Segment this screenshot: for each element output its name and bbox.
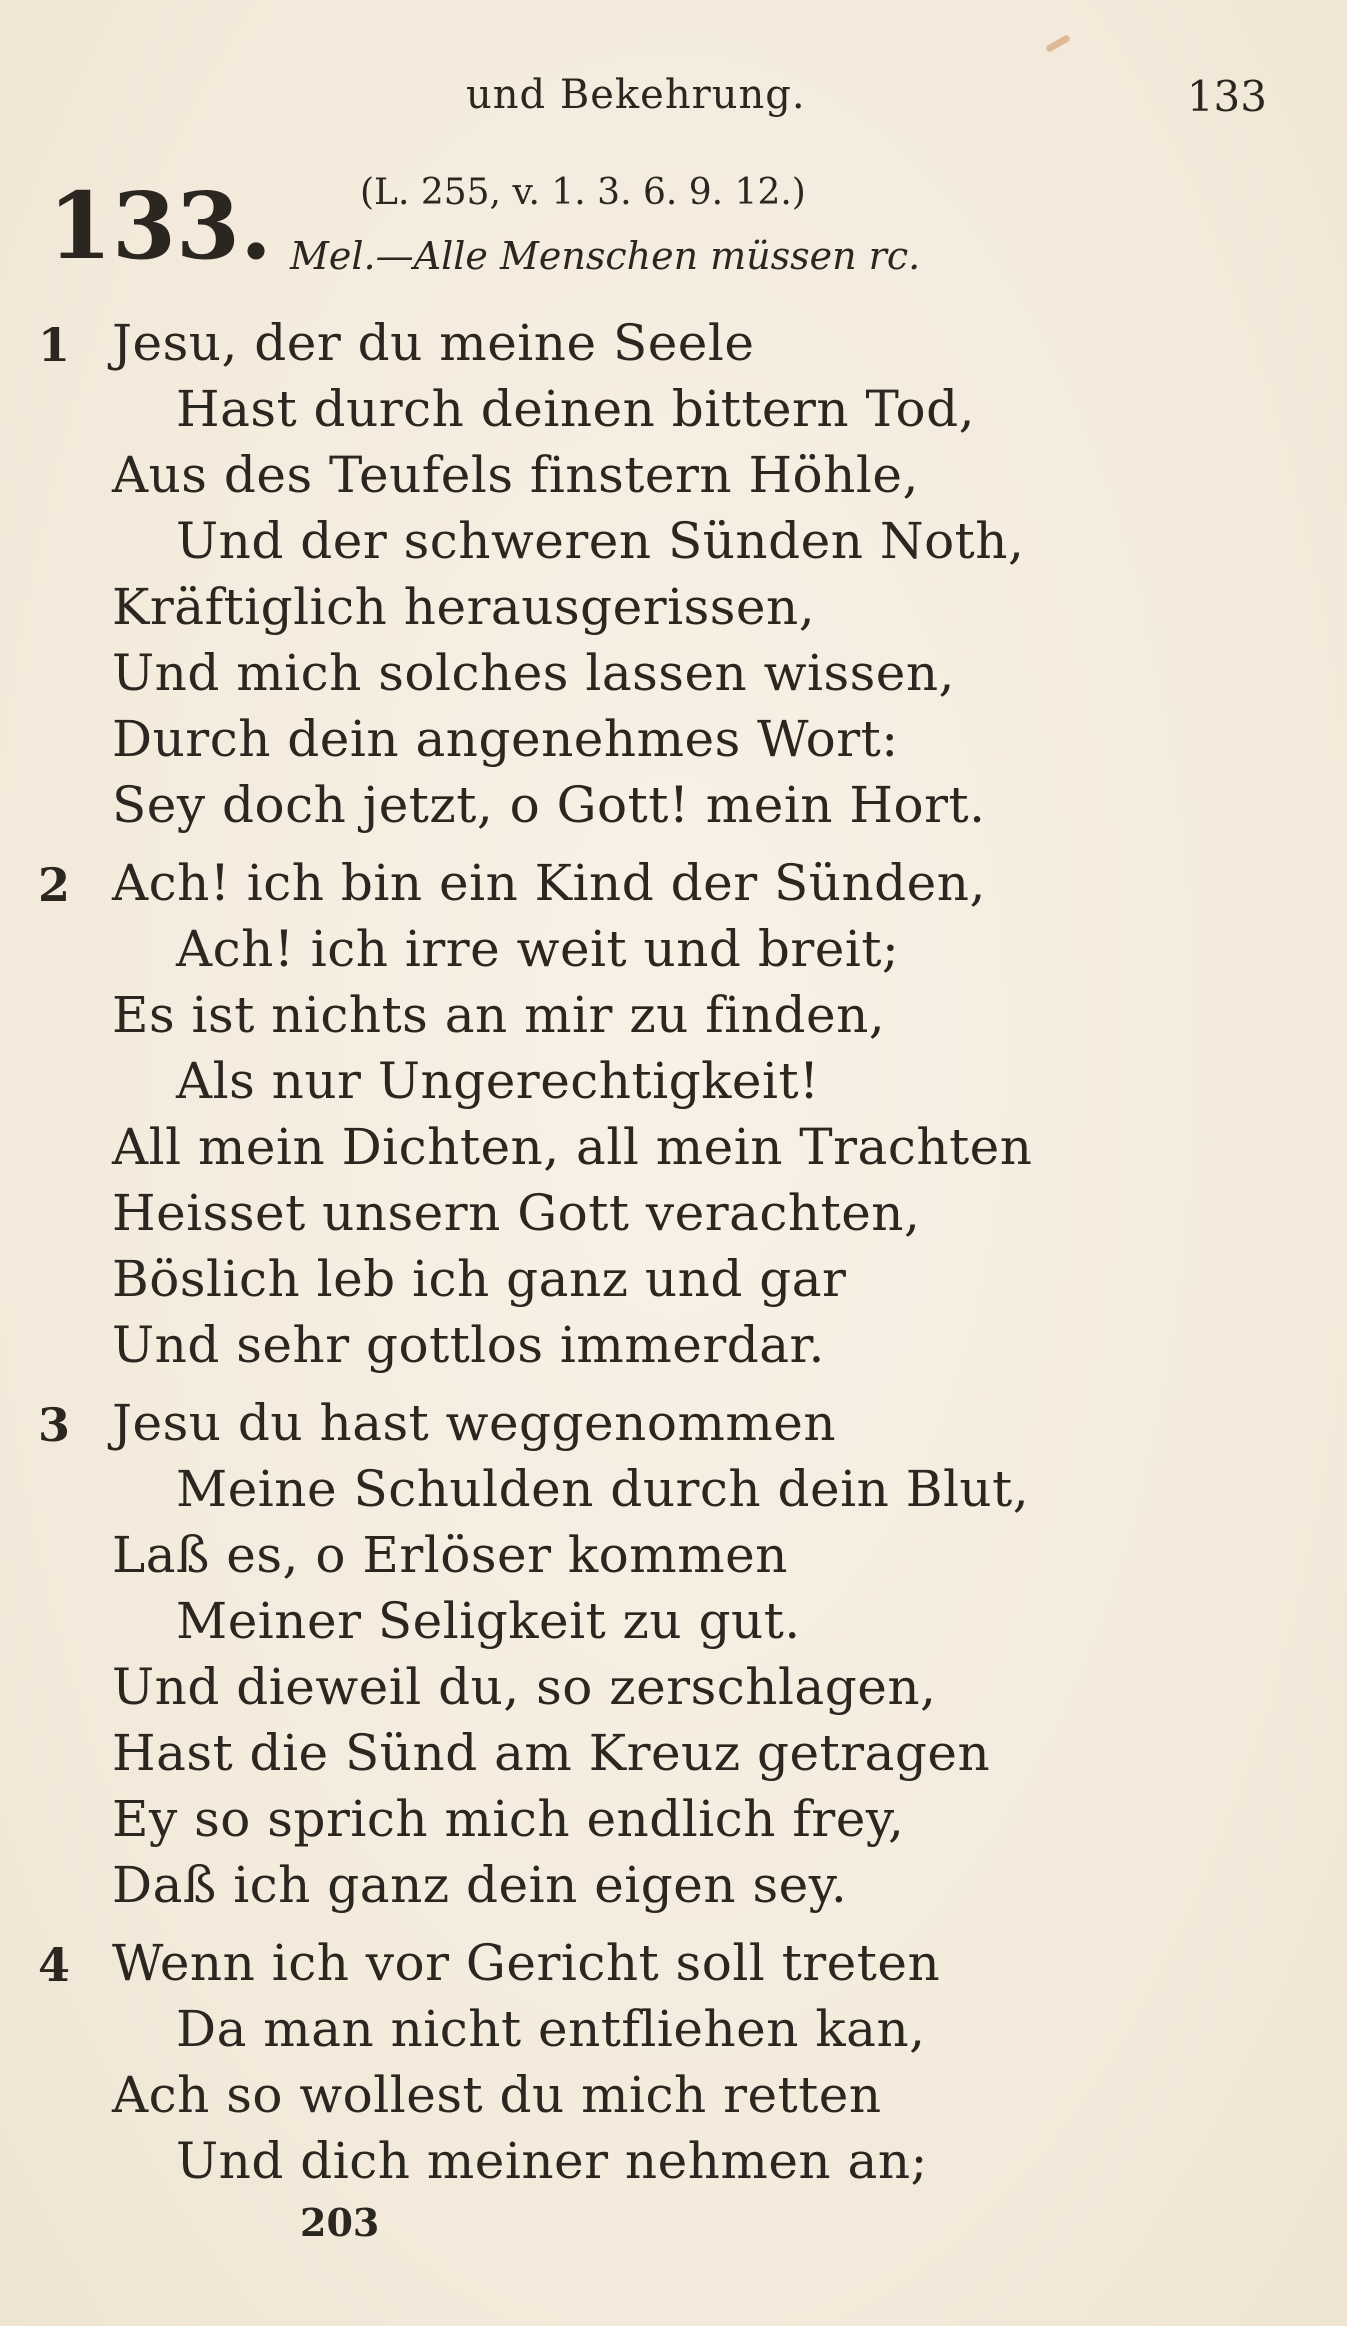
verse-line: Meiner Seligkeit zu gut. <box>176 1592 801 1650</box>
verse-line: Daß ich ganz dein eigen sey. <box>112 1856 848 1914</box>
hymn-melody: Mel.—Alle Menschen müssen rc. <box>290 234 921 278</box>
page-number: 133 <box>1186 72 1267 121</box>
verse-line: Ach! ich irre weit und breit; <box>176 920 900 978</box>
verse-line: All mein Dichten, all mein Trachten <box>112 1118 1033 1176</box>
hymn-reference: (L. 255, v. 1. 3. 6. 9. 12.) <box>360 172 806 213</box>
verse-number: 4 <box>38 1938 71 1992</box>
hymn-number: 133. <box>48 172 273 280</box>
verse-line: Durch dein angenehmes Wort: <box>112 710 899 768</box>
ink-smudge <box>1045 34 1071 53</box>
verse-line: Und mich solches lassen wissen, <box>112 644 955 702</box>
verse-line: Und dich meiner nehmen an; <box>176 2132 928 2190</box>
verse-line: Aus des Teufels finstern Höhle, <box>112 446 919 504</box>
verse-line: Hast durch deinen bittern Tod, <box>176 380 975 438</box>
verse-line: Jesu du hast weggenommen <box>112 1394 837 1452</box>
verse-number: 3 <box>38 1398 71 1452</box>
verse-line: Laß es, o Erlöser kommen <box>112 1526 788 1584</box>
verse-line: Da man nicht entfliehen kan, <box>176 2000 926 2058</box>
verse-line: Hast die Sünd am Kreuz getragen <box>112 1724 991 1782</box>
verse-line: Kräftiglich herausgerissen, <box>112 578 816 636</box>
verse-line: Ach! ich bin ein Kind der Sünden, <box>112 854 986 912</box>
verse-line: Wenn ich vor Gericht soll treten <box>112 1934 941 1992</box>
verse-line: Als nur Ungerechtigkeit! <box>176 1052 820 1110</box>
verse-line: Und dieweil du, so zerschlagen, <box>112 1658 937 1716</box>
verse-line: Und sehr gottlos immerdar. <box>112 1316 825 1374</box>
verse-line: Böslich leb ich ganz und gar <box>112 1250 847 1308</box>
verse-line: Ey so sprich mich endlich frey, <box>112 1790 905 1848</box>
verse-line: Heisset unsern Gott verachten, <box>112 1184 921 1242</box>
verse-line: Und der schweren Sünden Noth, <box>176 512 1025 570</box>
verse-number: 2 <box>38 858 71 912</box>
signature-mark: 203 <box>300 2200 380 2245</box>
verse-line: Jesu, der du meine Seele <box>112 314 755 372</box>
verse-line: Sey doch jetzt, o Gott! mein Hort. <box>112 776 986 834</box>
running-head: und Bekehrung. <box>466 72 806 118</box>
verse-line: Es ist nichts an mir zu finden, <box>112 986 886 1044</box>
verse-line: Ach so wollest du mich retten <box>112 2066 882 2124</box>
verse-line: Meine Schulden durch dein Blut, <box>176 1460 1030 1518</box>
verse-number: 1 <box>38 318 71 372</box>
